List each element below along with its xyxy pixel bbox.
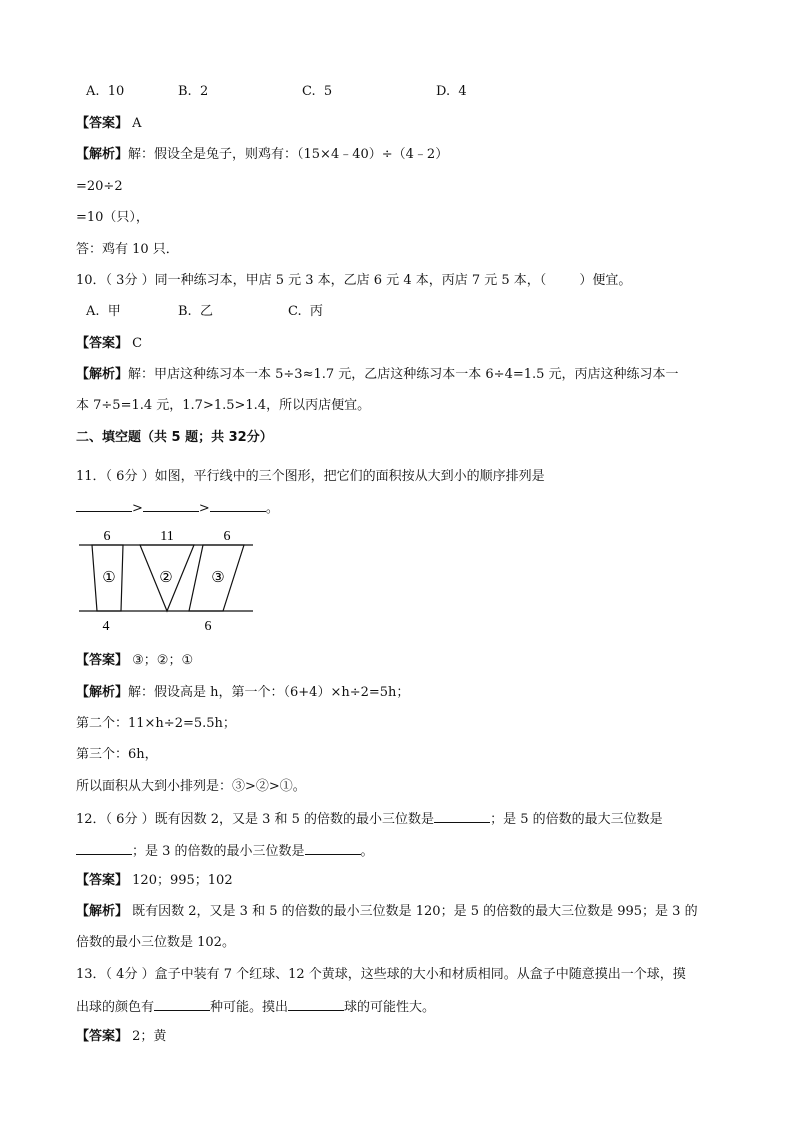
top-label-3: 6 bbox=[223, 529, 231, 544]
q11-step-3: 第三个：6h， bbox=[76, 747, 158, 762]
analysis-tag: 【解析】 bbox=[76, 904, 129, 919]
shape-label-2: ② bbox=[159, 570, 173, 586]
answer-value: A bbox=[128, 116, 142, 131]
q9-step-2: =10（只）， bbox=[76, 210, 149, 225]
bottom-label-1: 4 bbox=[102, 619, 110, 634]
q13-text: 种可能。摸出 bbox=[210, 1000, 289, 1015]
blank[interactable] bbox=[210, 498, 266, 512]
q9-step-1: =20÷2 bbox=[76, 179, 123, 194]
blank[interactable] bbox=[143, 498, 199, 512]
q12-text: 。 bbox=[360, 844, 374, 859]
answer-tag: 【答案】 bbox=[76, 336, 129, 351]
q11-step-4: 所以面积从大到小排列是：③>②>①。 bbox=[76, 779, 306, 794]
blank[interactable] bbox=[76, 841, 132, 855]
analysis-text: 解：假设高是 h，第一个：（6+4）×h÷2=5h； bbox=[128, 685, 410, 700]
q12-analysis-2: 倍数的最小三位数是 102。 bbox=[76, 935, 235, 950]
answer-tag: 【答案】 bbox=[76, 116, 129, 131]
q10-option-b: B. 乙 bbox=[178, 304, 213, 319]
q11-analysis bbox=[76, 684, 409, 702]
q10-option-c: C. 丙 bbox=[288, 304, 323, 319]
bottom-label-2: 6 bbox=[204, 619, 212, 634]
q12-answer bbox=[76, 872, 233, 890]
q13-text: 球的可能性大。 bbox=[344, 1000, 436, 1015]
q11-blanks bbox=[76, 498, 279, 518]
q9-answer bbox=[76, 115, 142, 133]
answer-value: 2；黄 bbox=[128, 1029, 167, 1044]
q11-answer bbox=[76, 652, 193, 670]
q9-option-d: D. 4 bbox=[436, 84, 467, 99]
q10-analysis-2: 本 7÷5=1.4 元，1.7>1.5>1.4，所以丙店便宜。 bbox=[76, 398, 371, 413]
shape-label-3: ③ bbox=[211, 570, 225, 586]
q13-text: 出球的颜色有 bbox=[76, 1000, 155, 1015]
analysis-text: 解：甲店这种练习本一本 5÷3≈1.7 元，乙店这种练习本一本 6÷4=1.5 元，丙店这种练习本一 bbox=[128, 367, 679, 382]
q13-answer bbox=[76, 1028, 166, 1046]
q12-stem-1 bbox=[76, 809, 663, 829]
answer-tag: 【答案】 bbox=[76, 653, 129, 668]
q9-step-3: 答：鸡有 10 只． bbox=[76, 242, 179, 257]
top-label-2: 11 bbox=[160, 529, 174, 544]
q11-step-2: 第二个：11×h÷2=5.5h； bbox=[76, 716, 236, 731]
q12-text: 12．（ 6分 ）既有因数 2，又是 3 和 5 的倍数的最小三位数是 bbox=[76, 812, 435, 827]
answer-value: ③；②；① bbox=[128, 653, 194, 668]
q10-option-a: A. 甲 bbox=[86, 304, 121, 319]
section-title: 二、填空题（共 5 题；共 32分） bbox=[76, 430, 273, 445]
blank[interactable] bbox=[305, 841, 361, 855]
answer-tag: 【答案】 bbox=[76, 873, 129, 888]
analysis-tag: 【解析】 bbox=[76, 147, 129, 162]
blank[interactable] bbox=[154, 997, 210, 1011]
q13-stem-2 bbox=[76, 997, 435, 1017]
q9-option-c: C. 5 bbox=[302, 84, 333, 99]
q13-stem-1: 13．（ 4分 ）盒子中装有 7 个红球、12 个黄球，这些球的大小和材质相同。从盒子中随意摸出一个球，摸 bbox=[76, 967, 686, 982]
top-label-1: 6 bbox=[103, 529, 111, 544]
period: 。 bbox=[265, 501, 279, 516]
q9-analysis bbox=[76, 146, 448, 164]
q9-option-b: B. 2 bbox=[178, 84, 209, 99]
analysis-tag: 【解析】 bbox=[76, 367, 129, 382]
q12-text: ；是 5 的倍数的最大三位数是 bbox=[490, 812, 663, 827]
q10-analysis-1 bbox=[76, 366, 679, 384]
analysis-text: 既有因数 2，又是 3 和 5 的倍数的最小三位数是 120；是 5 的倍数的最大三位数是 995；是 3 的 bbox=[128, 904, 698, 919]
shape-label-1: ① bbox=[102, 570, 116, 586]
q12-stem-2 bbox=[76, 841, 374, 861]
q11-stem: 11．（ 6分 ）如图，平行线中的三个图形，把它们的面积按从大到小的顺序排列是 bbox=[76, 469, 545, 484]
greater-than-sign: > bbox=[132, 501, 143, 516]
answer-tag: 【答案】 bbox=[76, 1029, 129, 1044]
greater-than-sign: > bbox=[198, 501, 210, 516]
q12-analysis-1 bbox=[76, 903, 698, 921]
q12-text: ；是 3 的倍数的最小三位数是 bbox=[132, 844, 305, 859]
blank[interactable] bbox=[288, 997, 344, 1011]
q10-answer bbox=[76, 335, 142, 353]
blank[interactable] bbox=[434, 809, 490, 823]
analysis-tag: 【解析】 bbox=[76, 685, 129, 700]
answer-value: 120；995；102 bbox=[128, 873, 233, 888]
analysis-text: 解：假设全是兔子，则鸡有：（15×4﹣40）÷（4﹣2） bbox=[128, 147, 449, 162]
parallel-figure bbox=[70, 520, 270, 638]
answer-value: C bbox=[128, 336, 143, 351]
q10-stem: 10．（ 3分 ）同一种练习本，甲店 5 元 3 本，乙店 6 元 4 本，丙店 7 元 5 本，（ ）便宜。 bbox=[76, 273, 632, 288]
blank[interactable] bbox=[76, 498, 132, 512]
q9-option-a: A. 10 bbox=[86, 84, 125, 99]
